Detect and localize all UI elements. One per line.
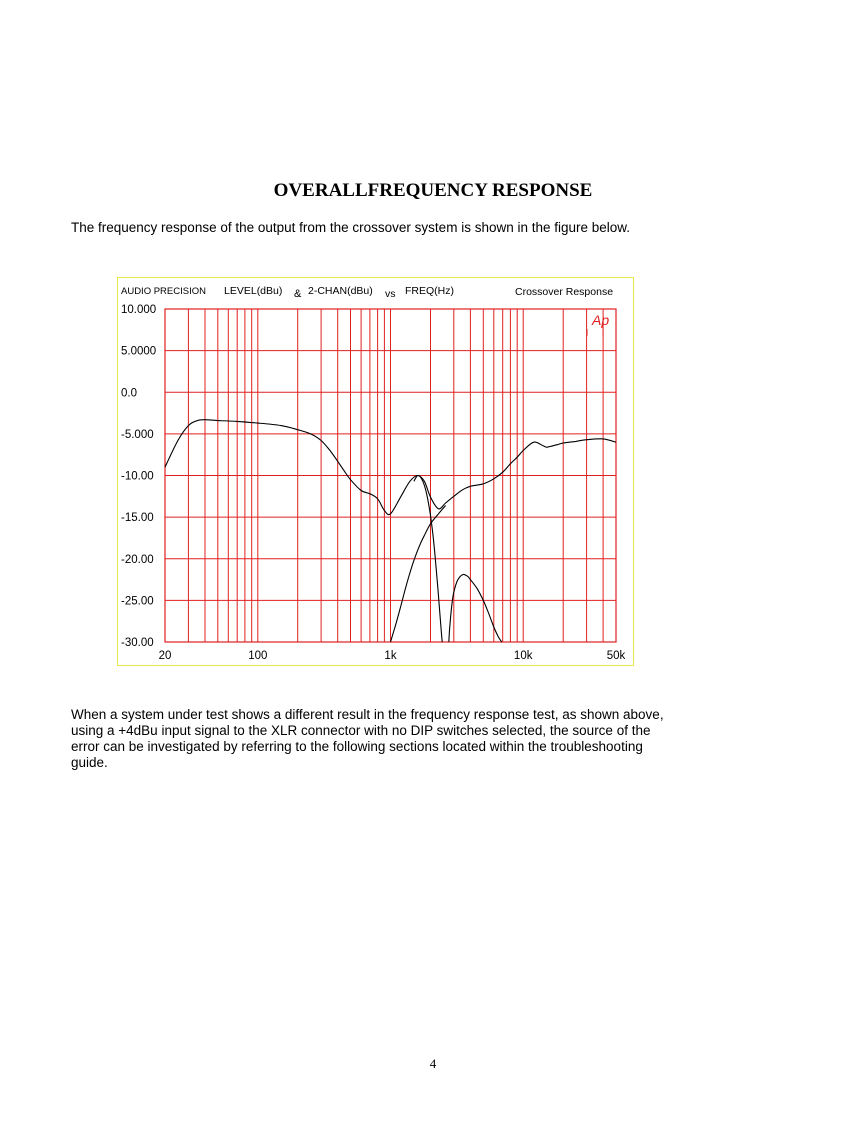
intro-paragraph: The frequency response of the output from the crossover system is shown in the figure below.	[71, 220, 631, 235]
frequency-response-chart	[118, 278, 635, 667]
chart-frame	[117, 277, 634, 666]
x-tick-label: 20	[158, 650, 172, 662]
series-line-3	[391, 506, 446, 643]
y-tick-label: -20.00	[121, 553, 154, 566]
x-tick-label: 1k	[384, 650, 397, 662]
y-tick-label: -30.00	[121, 637, 154, 649]
chart-header-amp: &	[294, 288, 302, 300]
chart-header-brand: AUDIO PRECISION	[121, 286, 206, 297]
y-tick-label: 10.000	[121, 304, 157, 316]
chart-header-name: Crossover Response	[515, 286, 614, 298]
y-tick-label: 0.0	[121, 387, 137, 400]
x-tick-label: 100	[248, 650, 268, 662]
y-tick-label: -5.000	[121, 428, 154, 441]
y-tick-label: -10.00	[121, 470, 154, 483]
y-tick-label: 5.0000	[121, 345, 157, 358]
page-title: OVERALLFREQUENCY RESPONSE	[273, 180, 593, 201]
chart-header	[121, 285, 613, 300]
chart-header-vs: vs	[385, 288, 396, 300]
y-axis-ticks	[121, 304, 156, 649]
x-tick-label: 50k	[606, 650, 626, 662]
chart-grid	[165, 309, 616, 642]
body-paragraph: When a system under test shows a different result in the frequency response test, as shown above, using a +4dBu input signal to the XLR connector with no DIP switches selected, the source of the error can be investigated by referring to the following sections located within the troubleshooting guide.	[71, 707, 664, 770]
chart-header-chan: 2-CHAN(dBu)	[308, 285, 373, 297]
chart-header-measure: LEVEL(dBu)	[224, 285, 283, 297]
page-number: 4	[429, 1056, 437, 1071]
chart-header-freq: FREQ(Hz)	[405, 285, 454, 297]
y-tick-label: -15.00	[121, 512, 154, 525]
ap-logo: Ap	[592, 312, 610, 328]
x-tick-label: 10k	[513, 650, 533, 662]
y-tick-label: -25.00	[121, 595, 154, 608]
x-axis-ticks	[159, 650, 626, 662]
